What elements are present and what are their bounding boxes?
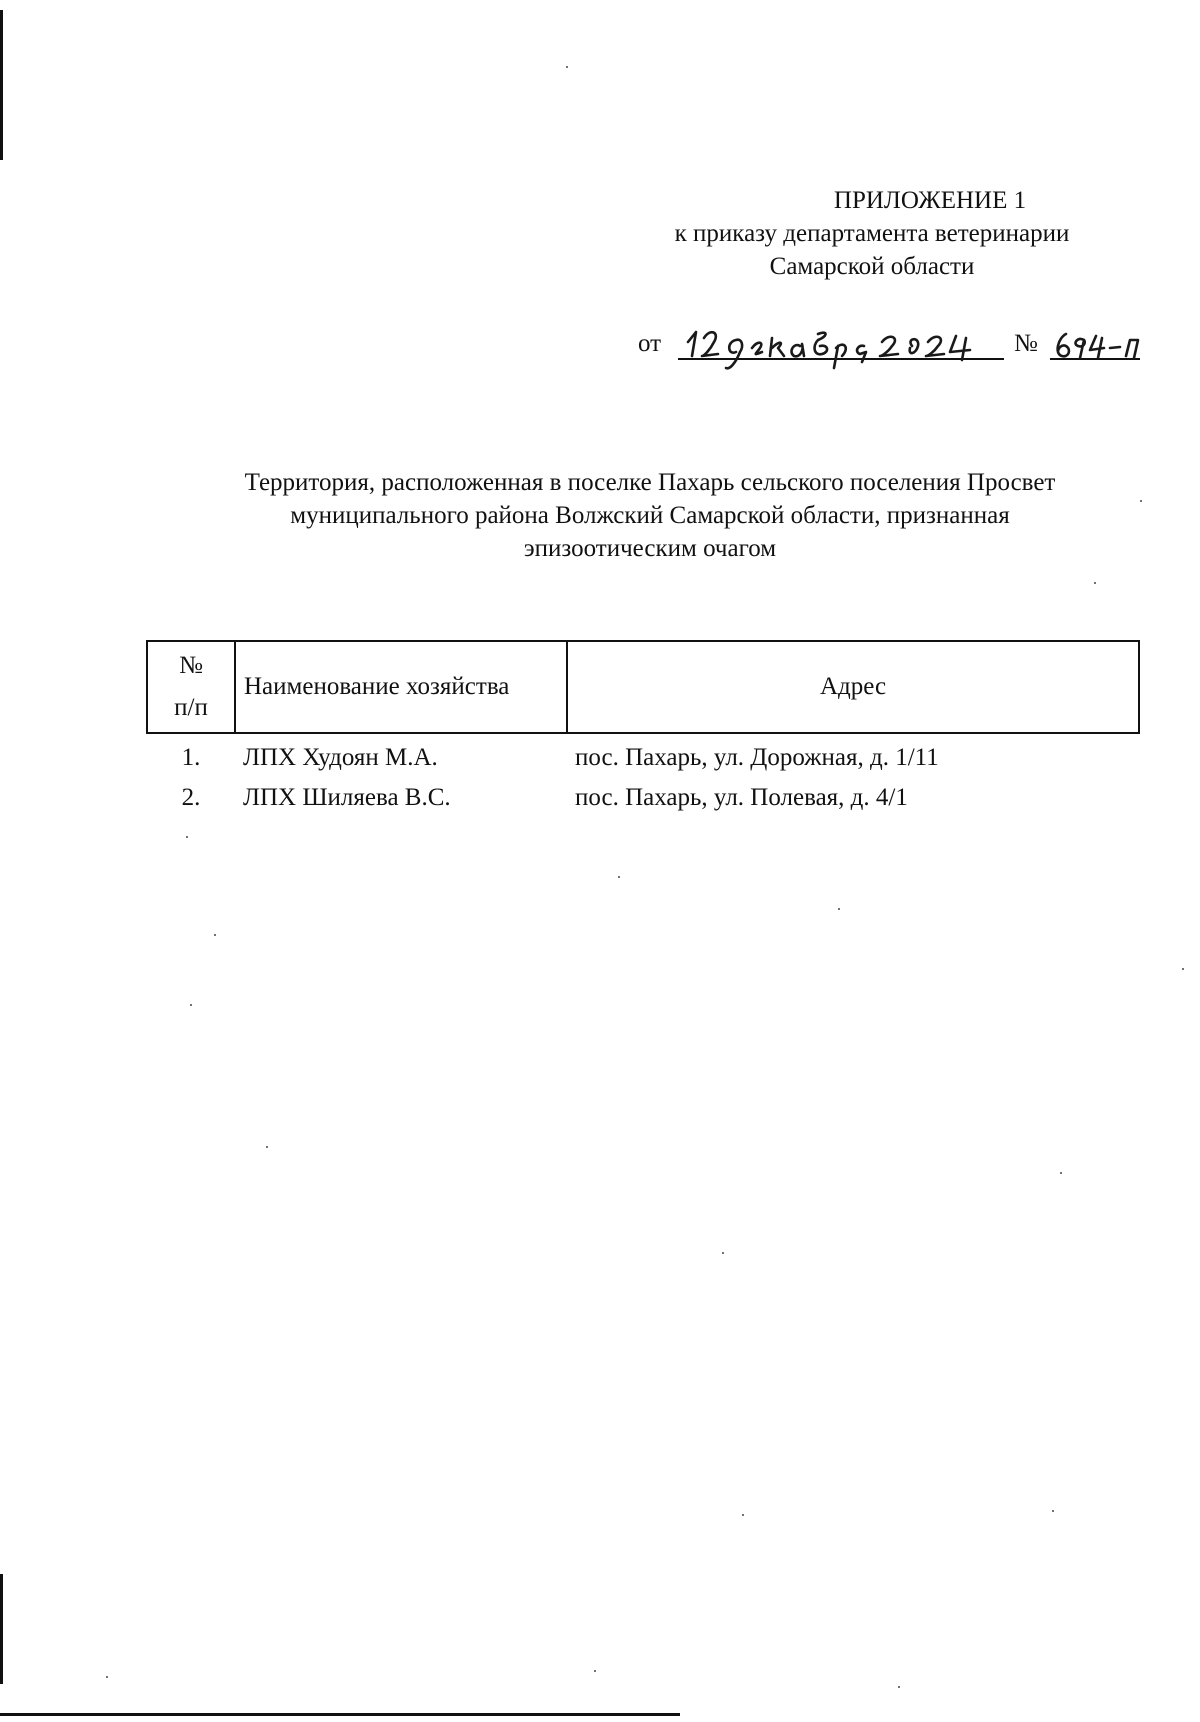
row-number: 2. [181, 784, 201, 811]
scan-speck [186, 836, 188, 838]
document-title [160, 466, 1140, 565]
scan-speck [214, 934, 216, 936]
appendix-heading: ПРИЛОЖЕНИЕ 1 [833, 187, 1027, 214]
appendix-reference-line: к приказу департамента ветеринарии [674, 220, 1070, 247]
handwritten-date [678, 312, 1004, 372]
column-header-farm-name: Наименование хозяйства [235, 641, 567, 733]
table-row [147, 784, 1139, 824]
scan-speck [566, 66, 568, 68]
order-number-sign: № [1014, 330, 1038, 357]
appendix-header [612, 184, 1132, 283]
farms-table [146, 640, 1140, 824]
order-date-field [678, 324, 1004, 360]
address-cell: пос. Пахарь, ул. Полевая, д. 4/1 [575, 784, 908, 811]
column-header-number [147, 641, 235, 733]
scan-edge-bottom-left [0, 1574, 3, 1684]
appendix-region-line: Самарской области [769, 253, 975, 280]
scan-speck [190, 1004, 192, 1006]
scan-speck [594, 1670, 596, 1672]
farm-name-cell: ЛПХ Худоян М.А. [243, 744, 438, 771]
table-row [147, 733, 1139, 784]
scan-edge-top [0, 10, 3, 160]
table-header-row [147, 641, 1139, 733]
scan-speck [1060, 1172, 1062, 1174]
scan-speck [618, 876, 620, 878]
order-reference-line [638, 324, 1138, 370]
scan-speck [742, 1514, 744, 1516]
column-header-number-abbr: п/п [174, 694, 208, 721]
address-cell: пос. Пахарь, ул. Дорожная, д. 1/11 [575, 744, 939, 771]
order-number-field [1050, 324, 1140, 360]
handwritten-number [1050, 312, 1140, 372]
scan-speck [266, 1146, 268, 1148]
farm-name-cell: ЛПХ Шиляева В.С. [243, 784, 451, 811]
row-number: 1. [181, 744, 201, 771]
order-date-prefix: от [638, 330, 662, 357]
scan-speck [722, 1252, 724, 1254]
scan-speck [1140, 500, 1142, 502]
title-line-3: эпизоотическим очагом [523, 535, 777, 562]
scan-speck [898, 1686, 900, 1688]
title-line-1: Территория, расположенная в поселке Пахарь сельского поселения Просвет [244, 469, 1056, 496]
title-line-2: муниципального района Волжский Самарской области, признанная [290, 502, 1010, 529]
scan-edge-bottom [0, 1713, 680, 1716]
column-header-address: Адрес [567, 641, 1139, 733]
scan-speck [1182, 968, 1184, 970]
scan-speck [106, 1676, 108, 1678]
scan-speck [1094, 582, 1096, 584]
scan-speck [838, 908, 840, 910]
scan-speck [1052, 1510, 1054, 1512]
column-header-number-sign: № [179, 652, 203, 679]
